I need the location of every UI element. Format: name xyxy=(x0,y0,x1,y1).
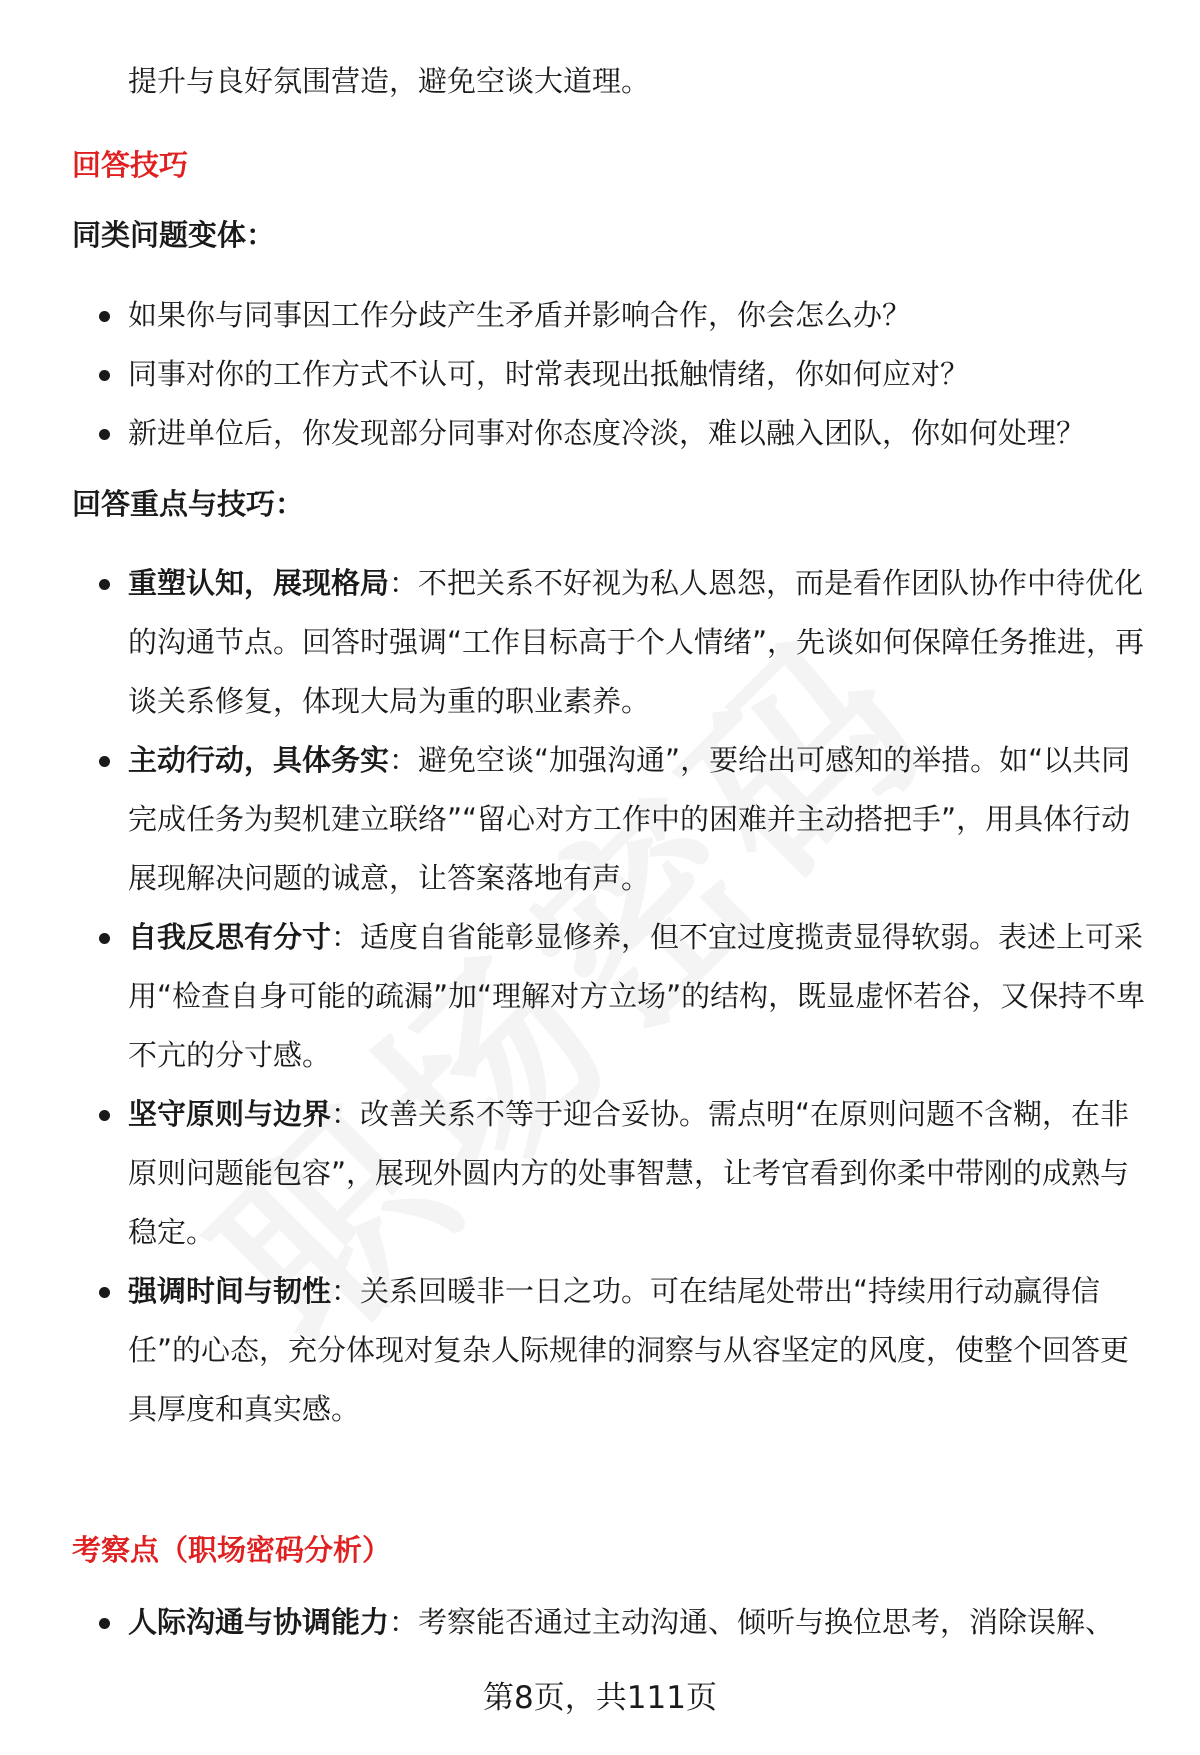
bullet-icon xyxy=(99,933,110,944)
bullet-icon xyxy=(99,1110,110,1121)
keypoint-term: 强调时间与韧性 xyxy=(128,1274,332,1308)
list-item xyxy=(0,554,1148,731)
keypoint-text: ：不把关系不好视为私人恩怨，而是看作团队协作中待优化的沟通节点。回答时强调“工作目标高于个人情绪”，先谈如何保障任务推进，再谈关系修复，体现大局为重的职业素养。 xyxy=(128,566,1145,718)
bullet-icon xyxy=(99,370,110,381)
keypoint-text: ：改善关系不等于迎合妥协。需点明“在原则问题不含糊，在非原则问题能包容”，展现外圆内方的处事智慧，让考官看到你柔中带刚的成熟与稳定。 xyxy=(128,1097,1130,1249)
bullet-icon xyxy=(99,579,110,590)
bullet-icon xyxy=(99,1287,110,1298)
variants-list xyxy=(0,286,1200,463)
keypoint-text: ：关系回暖非一日之功。可在结尾处带出“持续用行动赢得信任”的心态，充分体现对复杂人际规律的洞察与从容坚定的风度，使整个回答更具厚度和真实感。 xyxy=(128,1274,1130,1426)
keypoint-term: 坚守原则与边界 xyxy=(128,1097,332,1131)
intro-line: 提升与良好氛围营造，避免空谈大道理。 xyxy=(128,64,651,98)
exam-point-text: ：考察能否通过主动沟通、倾听与换位思考，消除误解、 xyxy=(389,1605,1115,1639)
variant-text: 如果你与同事因工作分歧产生矛盾并影响合作，你会怎么办？ xyxy=(128,298,912,332)
keypoints-list xyxy=(0,554,1200,1439)
page-footer: 第8页，共111页 xyxy=(483,1680,717,1716)
variant-text: 新进单位后，你发现部分同事对你态度冷淡，难以融入团队，你如何处理？ xyxy=(128,416,1086,450)
section-heading-tips: 回答技巧 xyxy=(72,148,189,182)
variant-text: 同事对你的工作方式不认可，时常表现出抵触情绪，你如何应对？ xyxy=(128,357,970,391)
list-item xyxy=(0,1085,1148,1262)
exam-point-term: 人际沟通与协调能力 xyxy=(128,1605,390,1639)
bullet-icon xyxy=(99,756,110,767)
section-heading-exam: 考察点（职场密码分析） xyxy=(72,1533,392,1567)
list-item xyxy=(0,345,1148,404)
exam-points-list xyxy=(0,1593,1200,1652)
keypoint-term: 自我反思有分寸 xyxy=(128,920,332,954)
bullet-icon xyxy=(99,429,110,440)
list-item xyxy=(0,1593,1148,1652)
keypoints-heading: 回答重点与技巧： xyxy=(72,487,305,521)
bullet-icon xyxy=(99,311,110,322)
keypoint-text: ：适度自省能彰显修养，但不宜过度揽责显得软弱。表述上可采用“检查自身可能的疏漏”加“理解对方立场”的结构，既显虚怀若谷，又保持不卑不亢的分寸感。 xyxy=(128,920,1146,1072)
list-item xyxy=(0,286,1148,345)
list-item xyxy=(0,1262,1148,1439)
list-item xyxy=(0,908,1148,1085)
keypoint-text: ：避免空谈“加强沟通”，要给出可感知的举措。如“以共同完成任务为契机建立联络”“留心对方工作中的困难并主动搭把手”，用具体行动展现解决问题的诚意，让答案落地有声。 xyxy=(128,743,1131,895)
bullet-icon xyxy=(99,1618,110,1629)
variants-heading: 同类问题变体： xyxy=(72,218,276,252)
list-item xyxy=(0,404,1148,463)
keypoint-term: 重塑认知，展现格局 xyxy=(128,566,390,600)
list-item xyxy=(0,731,1148,908)
keypoint-term: 主动行动，具体务实 xyxy=(128,743,390,777)
